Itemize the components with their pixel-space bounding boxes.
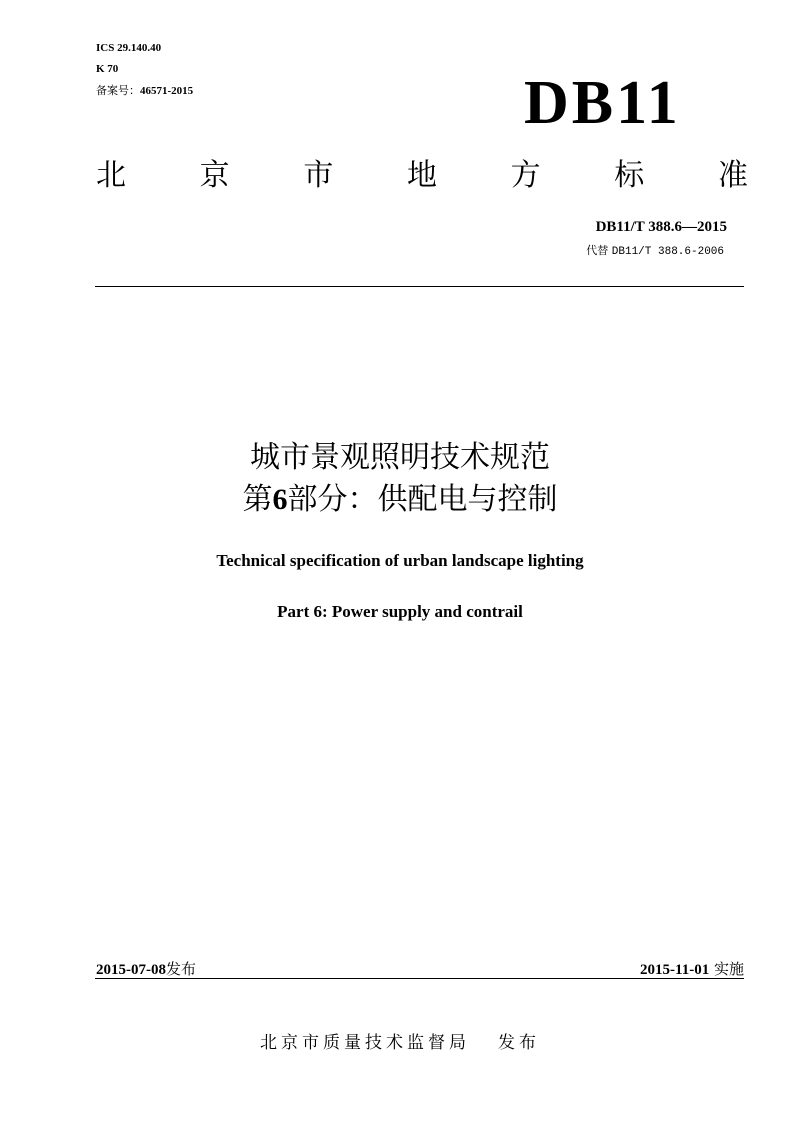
standard-kind-char: 地 <box>406 158 437 193</box>
english-subtitle: Part 6: Power supply and contrail <box>277 602 523 621</box>
filing-number <box>96 84 193 98</box>
standard-kind-char: 方 <box>510 158 541 193</box>
standard-logo: DB11 <box>524 69 681 137</box>
title-part-name: 部分：供配电与控制 <box>287 482 558 517</box>
classification-code: K 70 <box>96 63 119 75</box>
standard-kind-char: 北 <box>96 158 126 193</box>
filing-label: 备案号： <box>96 84 140 97</box>
implement-date-label: 实施 <box>713 960 744 978</box>
footer-divider <box>95 978 744 979</box>
standard-kind-char: 京 <box>199 158 230 193</box>
title-part-prefix: 第 <box>242 482 273 517</box>
title-line-2 <box>0 479 800 521</box>
replaces-note <box>586 244 724 259</box>
ics-code: ICS 29.140.40 <box>96 42 162 54</box>
standard-kind-char: 准 <box>717 158 748 193</box>
publisher-action: 发布 <box>498 1033 540 1053</box>
standard-kind-char: 标 <box>614 158 645 193</box>
issue-date <box>96 960 196 979</box>
implement-date-value: 2015-11-01 <box>640 962 710 978</box>
header-divider <box>95 286 744 287</box>
title-line-1: 城市景观照明技术规范 <box>250 440 550 475</box>
filing-value: 46571-2015 <box>140 85 194 97</box>
publisher <box>0 1032 800 1054</box>
standard-kind <box>96 156 748 196</box>
issue-date-label: 发布 <box>166 960 197 978</box>
replaces-label: 代替 <box>586 244 609 257</box>
publisher-name: 北京市质量技术监督局 <box>260 1033 470 1053</box>
standard-number: DB11/T 388.6—2015 <box>595 219 727 235</box>
standard-kind-char: 市 <box>303 158 334 193</box>
issue-date-value: 2015-07-08 <box>96 962 166 978</box>
implement-date <box>640 960 744 979</box>
title-part-number: 6 <box>272 483 288 516</box>
english-title: Technical specification of urban landscape lighting <box>216 551 584 570</box>
replaces-code: DB11/T 388.6-2006 <box>611 246 724 258</box>
